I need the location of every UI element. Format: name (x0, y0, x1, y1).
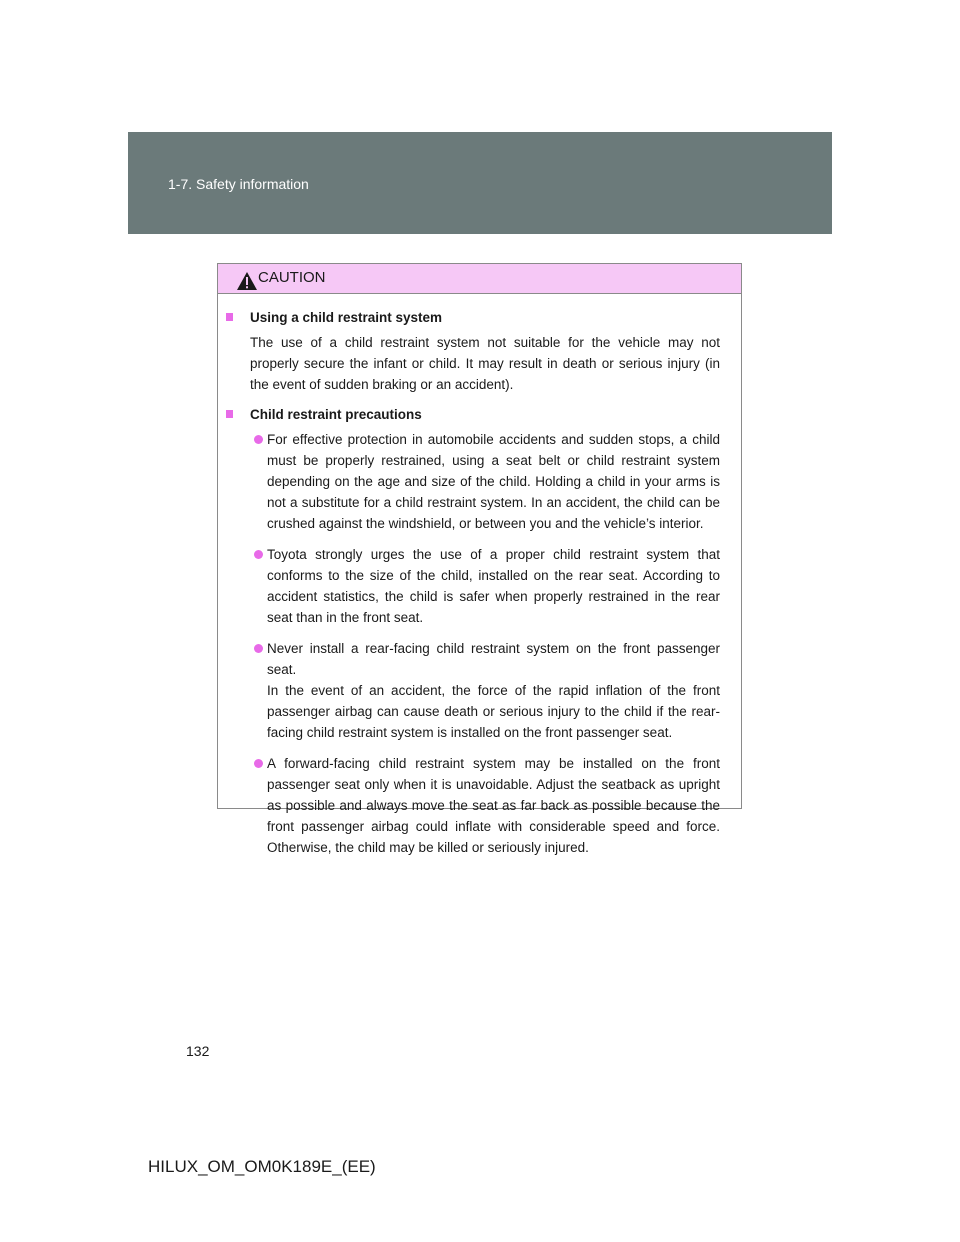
section-heading-text: Child restraint precautions (250, 407, 422, 422)
round-bullet-icon (254, 759, 263, 768)
section-heading (240, 405, 741, 425)
list-item (267, 429, 720, 534)
list-item-text: Toyota strongly urges the use of a proper child restraint system that conforms to the size of the child, installed on the rear seat. According to accident statistics, the child is safer when properly restrained in the rear seat than in the front seat. (267, 547, 720, 625)
list-item-extra-text: In the event of an accident, the force of the rapid inflation of the front passenger airbag can cause death or serious injury to the child if the rear-facing child restraint system is installed on the front passenger seat. (267, 683, 720, 740)
round-bullet-icon (254, 435, 263, 444)
round-bullet-icon (254, 550, 263, 559)
square-bullet-icon (226, 313, 233, 321)
list-item (267, 638, 720, 743)
list-item (267, 753, 720, 858)
list-item-text: A forward-facing child restraint system may be installed on the front passenger seat only when it is unavoidable. Adjust the seatback as upright as possible and always move the seat as far back as possible because the front passenger airbag could inflate with considerable speed and force. Otherwise, the child may be killed or seriously injured. (267, 756, 720, 855)
list-item (267, 544, 720, 628)
warning-triangle-icon (236, 271, 258, 291)
square-bullet-icon (226, 410, 233, 418)
list-item-text: Never install a rear-facing child restraint system on the front passenger seat. (267, 641, 720, 677)
document-code: HILUX_OM_OM0K189E_(EE) (148, 1157, 376, 1176)
caution-label: CAUTION (258, 269, 326, 286)
header-band (128, 132, 832, 234)
section-heading-text: Using a child restraint system (250, 310, 443, 325)
page-number: 132 (186, 1043, 210, 1059)
section-heading (240, 308, 741, 328)
round-bullet-icon (254, 644, 263, 653)
caution-header (218, 264, 741, 294)
caution-body (218, 294, 741, 858)
caution-box (217, 263, 742, 855)
section-paragraph: The use of a child restraint system not suitable for the vehicle may not properly secure the infant or child. It may result in death or serious injury (in the event of sudden braking or an accident). (250, 335, 720, 392)
section-title: 1-7. Safety information (168, 176, 309, 192)
list-item-text: For effective protection in automobile accidents and sudden stops, a child must be properly restrained, using a seat belt or child restraint system depending on the age and size of the child. Holding a child in your arms is not a substitute for a child restraint system. In an accident, the child can be crushed against the windshield, or between you and the vehicle’s interior. (267, 432, 720, 531)
